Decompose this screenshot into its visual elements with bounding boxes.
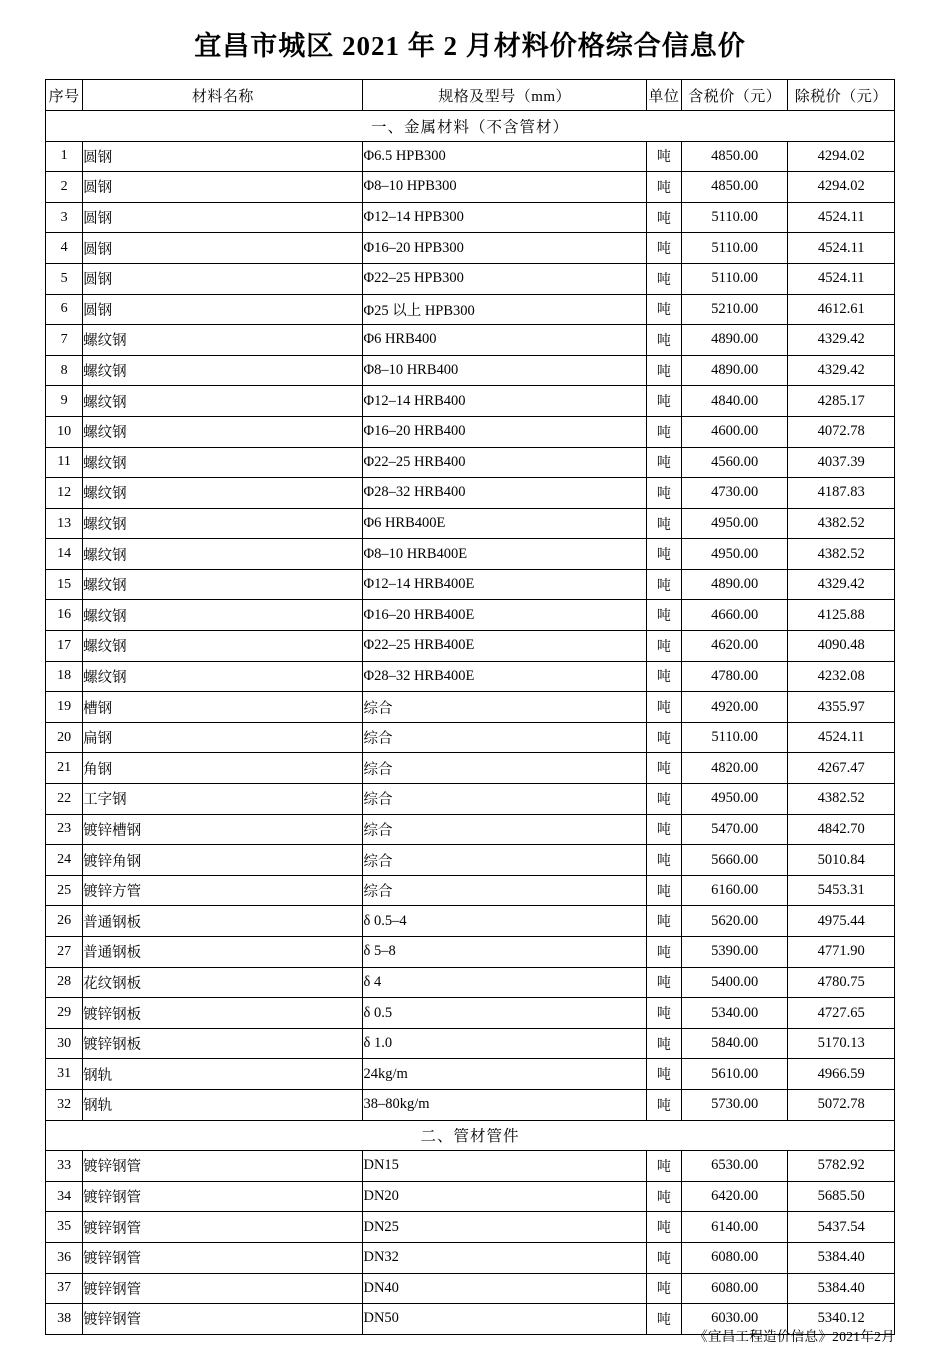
- table-row: [46, 661, 895, 692]
- table-row: [46, 722, 895, 753]
- cell-unit: 吨: [646, 937, 681, 968]
- cell-material-name: 钢轨: [83, 1059, 363, 1090]
- cell-specification: Φ28–32 HRB400: [363, 478, 646, 509]
- cell-material-name: 角钢: [83, 753, 363, 784]
- cell-specification: 24kg/m: [363, 1059, 646, 1090]
- cell-unit: 吨: [646, 1181, 681, 1212]
- cell-specification: 综合: [363, 722, 646, 753]
- cell-taxed-price: 5470.00: [681, 814, 788, 845]
- cell-serial-number: 5: [46, 263, 83, 294]
- cell-serial-number: 38: [46, 1304, 83, 1335]
- cell-specification: Φ8–10 HRB400: [363, 355, 646, 386]
- table-row: [46, 172, 895, 203]
- table-row: [46, 1151, 895, 1182]
- table-row: [46, 233, 895, 264]
- cell-serial-number: 21: [46, 753, 83, 784]
- table-row: [46, 539, 895, 570]
- table-row: [46, 478, 895, 509]
- cell-serial-number: 31: [46, 1059, 83, 1090]
- cell-net-price: 5437.54: [788, 1212, 895, 1243]
- cell-taxed-price: 6140.00: [681, 1212, 788, 1243]
- cell-net-price: 5170.13: [788, 1028, 895, 1059]
- cell-taxed-price: 4850.00: [681, 172, 788, 203]
- cell-taxed-price: 5340.00: [681, 998, 788, 1029]
- cell-unit: 吨: [646, 478, 681, 509]
- cell-material-name: 镀锌方管: [83, 875, 363, 906]
- cell-specification: Φ8–10 HRB400E: [363, 539, 646, 570]
- cell-serial-number: 17: [46, 631, 83, 662]
- table-row: [46, 1242, 895, 1273]
- cell-taxed-price: 5730.00: [681, 1089, 788, 1120]
- cell-unit: 吨: [646, 1242, 681, 1273]
- table-row: [46, 875, 895, 906]
- cell-serial-number: 35: [46, 1212, 83, 1243]
- cell-net-price: 4072.78: [788, 416, 895, 447]
- cell-serial-number: 6: [46, 294, 83, 325]
- cell-net-price: 4232.08: [788, 661, 895, 692]
- cell-net-price: 4612.61: [788, 294, 895, 325]
- cell-specification: Φ8–10 HPB300: [363, 172, 646, 203]
- cell-taxed-price: 5110.00: [681, 263, 788, 294]
- column-header-net-price: 除税价（元）: [788, 80, 895, 111]
- cell-unit: 吨: [646, 569, 681, 600]
- cell-net-price: 5685.50: [788, 1181, 895, 1212]
- cell-specification: DN32: [363, 1242, 646, 1273]
- cell-taxed-price: 4890.00: [681, 569, 788, 600]
- cell-specification: Φ16–20 HPB300: [363, 233, 646, 264]
- cell-material-name: 钢轨: [83, 1089, 363, 1120]
- cell-serial-number: 18: [46, 661, 83, 692]
- table-header-row: [46, 80, 895, 111]
- cell-unit: 吨: [646, 784, 681, 815]
- cell-serial-number: 11: [46, 447, 83, 478]
- cell-material-name: 工字钢: [83, 784, 363, 815]
- cell-material-name: 圆钢: [83, 141, 363, 172]
- cell-unit: 吨: [646, 1304, 681, 1335]
- cell-net-price: 4329.42: [788, 325, 895, 356]
- cell-net-price: 4842.70: [788, 814, 895, 845]
- cell-material-name: 镀锌槽钢: [83, 814, 363, 845]
- cell-unit: 吨: [646, 233, 681, 264]
- cell-specification: δ 5–8: [363, 937, 646, 968]
- cell-unit: 吨: [646, 1089, 681, 1120]
- cell-serial-number: 7: [46, 325, 83, 356]
- cell-specification: Φ6.5 HPB300: [363, 141, 646, 172]
- page-title: 宜昌市城区 2021 年 2 月材料价格综合信息价: [194, 31, 746, 61]
- cell-material-name: 镀锌钢管: [83, 1212, 363, 1243]
- cell-unit: 吨: [646, 692, 681, 723]
- cell-serial-number: 34: [46, 1181, 83, 1212]
- cell-unit: 吨: [646, 906, 681, 937]
- cell-net-price: 4125.88: [788, 600, 895, 631]
- cell-specification: DN15: [363, 1151, 646, 1182]
- cell-unit: 吨: [646, 845, 681, 876]
- cell-material-name: 镀锌钢管: [83, 1242, 363, 1273]
- cell-serial-number: 28: [46, 967, 83, 998]
- table-row: [46, 1181, 895, 1212]
- cell-material-name: 镀锌钢管: [83, 1181, 363, 1212]
- cell-taxed-price: 4600.00: [681, 416, 788, 447]
- cell-specification: 综合: [363, 814, 646, 845]
- cell-unit: 吨: [646, 355, 681, 386]
- footer-source-note: 《宜昌工程造价信息》2021年2月: [694, 1329, 895, 1344]
- cell-unit: 吨: [646, 447, 681, 478]
- cell-serial-number: 23: [46, 814, 83, 845]
- cell-serial-number: 26: [46, 906, 83, 937]
- cell-unit: 吨: [646, 294, 681, 325]
- column-header-unit: 单位: [646, 80, 681, 111]
- table-row: [46, 1273, 895, 1304]
- cell-taxed-price: 5620.00: [681, 906, 788, 937]
- cell-specification: DN25: [363, 1212, 646, 1243]
- cell-unit: 吨: [646, 631, 681, 662]
- cell-specification: Φ12–14 HRB400: [363, 386, 646, 417]
- cell-serial-number: 20: [46, 722, 83, 753]
- cell-material-name: 螺纹钢: [83, 569, 363, 600]
- cell-specification: δ 0.5: [363, 998, 646, 1029]
- cell-unit: 吨: [646, 1151, 681, 1182]
- cell-net-price: 4524.11: [788, 233, 895, 264]
- cell-unit: 吨: [646, 1028, 681, 1059]
- cell-taxed-price: 4890.00: [681, 325, 788, 356]
- column-header-spec: 规格及型号（mm）: [363, 80, 646, 111]
- cell-specification: DN50: [363, 1304, 646, 1335]
- cell-material-name: 螺纹钢: [83, 386, 363, 417]
- cell-material-name: 圆钢: [83, 263, 363, 294]
- cell-net-price: 4285.17: [788, 386, 895, 417]
- cell-serial-number: 3: [46, 202, 83, 233]
- cell-material-name: 镀锌钢板: [83, 1028, 363, 1059]
- cell-material-name: 普通钢板: [83, 937, 363, 968]
- cell-taxed-price: 4820.00: [681, 753, 788, 784]
- cell-net-price: 4187.83: [788, 478, 895, 509]
- table-row: [46, 141, 895, 172]
- cell-net-price: 5782.92: [788, 1151, 895, 1182]
- cell-specification: Φ22–25 HPB300: [363, 263, 646, 294]
- cell-taxed-price: 6530.00: [681, 1151, 788, 1182]
- cell-specification: 综合: [363, 875, 646, 906]
- table-row: [46, 1059, 895, 1090]
- table-section-heading-row: [46, 110, 895, 141]
- table-row: [46, 998, 895, 1029]
- cell-specification: δ 4: [363, 967, 646, 998]
- cell-serial-number: 33: [46, 1151, 83, 1182]
- cell-net-price: 4329.42: [788, 355, 895, 386]
- cell-unit: 吨: [646, 875, 681, 906]
- cell-unit: 吨: [646, 722, 681, 753]
- cell-unit: 吨: [646, 263, 681, 294]
- table-row: [46, 784, 895, 815]
- cell-net-price: 4975.44: [788, 906, 895, 937]
- table-row: [46, 416, 895, 447]
- cell-unit: 吨: [646, 508, 681, 539]
- cell-net-price: 4966.59: [788, 1059, 895, 1090]
- cell-taxed-price: 6080.00: [681, 1242, 788, 1273]
- material-price-table: [45, 79, 895, 1334]
- cell-unit: 吨: [646, 1212, 681, 1243]
- cell-net-price: 4524.11: [788, 722, 895, 753]
- cell-serial-number: 27: [46, 937, 83, 968]
- table-section-heading-row: [46, 1120, 895, 1151]
- cell-material-name: 花纹钢板: [83, 967, 363, 998]
- cell-specification: 38–80kg/m: [363, 1089, 646, 1120]
- cell-serial-number: 36: [46, 1242, 83, 1273]
- table-row: [46, 325, 895, 356]
- cell-serial-number: 10: [46, 416, 83, 447]
- cell-net-price: 4771.90: [788, 937, 895, 968]
- cell-serial-number: 13: [46, 508, 83, 539]
- table-row: [46, 753, 895, 784]
- cell-taxed-price: 6080.00: [681, 1273, 788, 1304]
- cell-taxed-price: 5840.00: [681, 1028, 788, 1059]
- cell-material-name: 螺纹钢: [83, 508, 363, 539]
- cell-net-price: 5453.31: [788, 875, 895, 906]
- cell-net-price: 5340.12: [788, 1304, 895, 1335]
- cell-material-name: 螺纹钢: [83, 600, 363, 631]
- cell-specification: Φ16–20 HRB400: [363, 416, 646, 447]
- cell-specification: 综合: [363, 845, 646, 876]
- cell-specification: Φ6 HRB400E: [363, 508, 646, 539]
- cell-net-price: 4524.11: [788, 263, 895, 294]
- cell-specification: DN40: [363, 1273, 646, 1304]
- cell-material-name: 圆钢: [83, 202, 363, 233]
- table-row: [46, 1028, 895, 1059]
- cell-unit: 吨: [646, 967, 681, 998]
- cell-unit: 吨: [646, 1059, 681, 1090]
- cell-taxed-price: 5610.00: [681, 1059, 788, 1090]
- table-row: [46, 447, 895, 478]
- cell-serial-number: 9: [46, 386, 83, 417]
- table-row: [46, 263, 895, 294]
- cell-unit: 吨: [646, 661, 681, 692]
- cell-taxed-price: 4560.00: [681, 447, 788, 478]
- cell-net-price: 5384.40: [788, 1273, 895, 1304]
- cell-taxed-price: 5210.00: [681, 294, 788, 325]
- cell-material-name: 普通钢板: [83, 906, 363, 937]
- cell-net-price: 4037.39: [788, 447, 895, 478]
- column-header-taxed-price: 含税价（元）: [681, 80, 788, 111]
- cell-specification: Φ12–14 HRB400E: [363, 569, 646, 600]
- cell-unit: 吨: [646, 539, 681, 570]
- table-row: [46, 202, 895, 233]
- cell-serial-number: 22: [46, 784, 83, 815]
- table-body: [46, 110, 895, 1334]
- cell-taxed-price: 4950.00: [681, 539, 788, 570]
- column-header-name: 材料名称: [83, 80, 363, 111]
- cell-material-name: 圆钢: [83, 172, 363, 203]
- cell-serial-number: 37: [46, 1273, 83, 1304]
- cell-serial-number: 15: [46, 569, 83, 600]
- cell-specification: Φ28–32 HRB400E: [363, 661, 646, 692]
- table-section-heading: 二、管材管件: [46, 1120, 895, 1151]
- cell-taxed-price: 6030.00: [681, 1304, 788, 1335]
- cell-material-name: 螺纹钢: [83, 539, 363, 570]
- cell-net-price: 4329.42: [788, 569, 895, 600]
- cell-unit: 吨: [646, 325, 681, 356]
- cell-material-name: 圆钢: [83, 294, 363, 325]
- column-header-no: 序号: [46, 80, 83, 111]
- cell-unit: 吨: [646, 202, 681, 233]
- cell-material-name: 螺纹钢: [83, 478, 363, 509]
- cell-net-price: 4382.52: [788, 508, 895, 539]
- cell-net-price: 5010.84: [788, 845, 895, 876]
- cell-net-price: 4267.47: [788, 753, 895, 784]
- cell-material-name: 扁钢: [83, 722, 363, 753]
- table-row: [46, 600, 895, 631]
- cell-specification: δ 1.0: [363, 1028, 646, 1059]
- cell-material-name: 镀锌角钢: [83, 845, 363, 876]
- cell-unit: 吨: [646, 1273, 681, 1304]
- cell-net-price: 4524.11: [788, 202, 895, 233]
- cell-taxed-price: 5400.00: [681, 967, 788, 998]
- table-row: [46, 1089, 895, 1120]
- cell-material-name: 镀锌钢管: [83, 1151, 363, 1182]
- cell-material-name: 镀锌钢板: [83, 998, 363, 1029]
- table-row: [46, 355, 895, 386]
- cell-specification: Φ12–14 HPB300: [363, 202, 646, 233]
- cell-serial-number: 32: [46, 1089, 83, 1120]
- cell-serial-number: 4: [46, 233, 83, 264]
- cell-specification: 综合: [363, 692, 646, 723]
- cell-net-price: 5384.40: [788, 1242, 895, 1273]
- cell-serial-number: 8: [46, 355, 83, 386]
- table-row: [46, 937, 895, 968]
- cell-serial-number: 16: [46, 600, 83, 631]
- cell-unit: 吨: [646, 141, 681, 172]
- cell-net-price: 4382.52: [788, 539, 895, 570]
- cell-serial-number: 1: [46, 141, 83, 172]
- table-row: [46, 967, 895, 998]
- cell-taxed-price: 4920.00: [681, 692, 788, 723]
- cell-serial-number: 12: [46, 478, 83, 509]
- cell-net-price: 4382.52: [788, 784, 895, 815]
- cell-specification: Φ25 以上 HPB300: [363, 294, 646, 325]
- cell-specification: δ 0.5–4: [363, 906, 646, 937]
- table-section-heading: 一、金属材料（不含管材）: [46, 110, 895, 141]
- cell-unit: 吨: [646, 753, 681, 784]
- table-row: [46, 845, 895, 876]
- cell-specification: DN20: [363, 1181, 646, 1212]
- cell-taxed-price: 4850.00: [681, 141, 788, 172]
- cell-material-name: 螺纹钢: [83, 416, 363, 447]
- cell-material-name: 镀锌钢管: [83, 1304, 363, 1335]
- cell-unit: 吨: [646, 172, 681, 203]
- cell-net-price: 4727.65: [788, 998, 895, 1029]
- cell-taxed-price: 5660.00: [681, 845, 788, 876]
- cell-serial-number: 19: [46, 692, 83, 723]
- cell-net-price: 4780.75: [788, 967, 895, 998]
- cell-taxed-price: 4840.00: [681, 386, 788, 417]
- table-row: [46, 906, 895, 937]
- table-row: [46, 569, 895, 600]
- cell-net-price: 4355.97: [788, 692, 895, 723]
- table-row: [46, 1212, 895, 1243]
- cell-material-name: 镀锌钢管: [83, 1273, 363, 1304]
- cell-unit: 吨: [646, 386, 681, 417]
- table-row: [46, 508, 895, 539]
- cell-material-name: 螺纹钢: [83, 631, 363, 662]
- cell-material-name: 圆钢: [83, 233, 363, 264]
- table-header: [46, 80, 895, 111]
- cell-taxed-price: 6420.00: [681, 1181, 788, 1212]
- cell-serial-number: 25: [46, 875, 83, 906]
- table-row: [46, 631, 895, 662]
- cell-taxed-price: 5110.00: [681, 233, 788, 264]
- cell-net-price: 4294.02: [788, 141, 895, 172]
- cell-taxed-price: 4730.00: [681, 478, 788, 509]
- cell-specification: Φ22–25 HRB400: [363, 447, 646, 478]
- cell-serial-number: 30: [46, 1028, 83, 1059]
- table-row: [46, 814, 895, 845]
- cell-specification: 综合: [363, 753, 646, 784]
- cell-serial-number: 24: [46, 845, 83, 876]
- cell-serial-number: 2: [46, 172, 83, 203]
- table-row: [46, 386, 895, 417]
- cell-unit: 吨: [646, 814, 681, 845]
- cell-unit: 吨: [646, 416, 681, 447]
- cell-unit: 吨: [646, 998, 681, 1029]
- cell-specification: Φ22–25 HRB400E: [363, 631, 646, 662]
- cell-unit: 吨: [646, 600, 681, 631]
- cell-material-name: 螺纹钢: [83, 325, 363, 356]
- cell-material-name: 螺纹钢: [83, 447, 363, 478]
- cell-taxed-price: 4660.00: [681, 600, 788, 631]
- cell-taxed-price: 4890.00: [681, 355, 788, 386]
- cell-serial-number: 14: [46, 539, 83, 570]
- cell-taxed-price: 6160.00: [681, 875, 788, 906]
- cell-taxed-price: 4950.00: [681, 508, 788, 539]
- table-row: [46, 294, 895, 325]
- cell-specification: Φ6 HRB400: [363, 325, 646, 356]
- cell-net-price: 5072.78: [788, 1089, 895, 1120]
- cell-serial-number: 29: [46, 998, 83, 1029]
- cell-material-name: 螺纹钢: [83, 661, 363, 692]
- cell-taxed-price: 4950.00: [681, 784, 788, 815]
- cell-taxed-price: 5110.00: [681, 202, 788, 233]
- cell-taxed-price: 5390.00: [681, 937, 788, 968]
- cell-specification: 综合: [363, 784, 646, 815]
- cell-material-name: 槽钢: [83, 692, 363, 723]
- cell-material-name: 螺纹钢: [83, 355, 363, 386]
- cell-net-price: 4294.02: [788, 172, 895, 203]
- table-row: [46, 692, 895, 723]
- cell-taxed-price: 4620.00: [681, 631, 788, 662]
- cell-specification: Φ16–20 HRB400E: [363, 600, 646, 631]
- cell-net-price: 4090.48: [788, 631, 895, 662]
- cell-taxed-price: 5110.00: [681, 722, 788, 753]
- cell-taxed-price: 4780.00: [681, 661, 788, 692]
